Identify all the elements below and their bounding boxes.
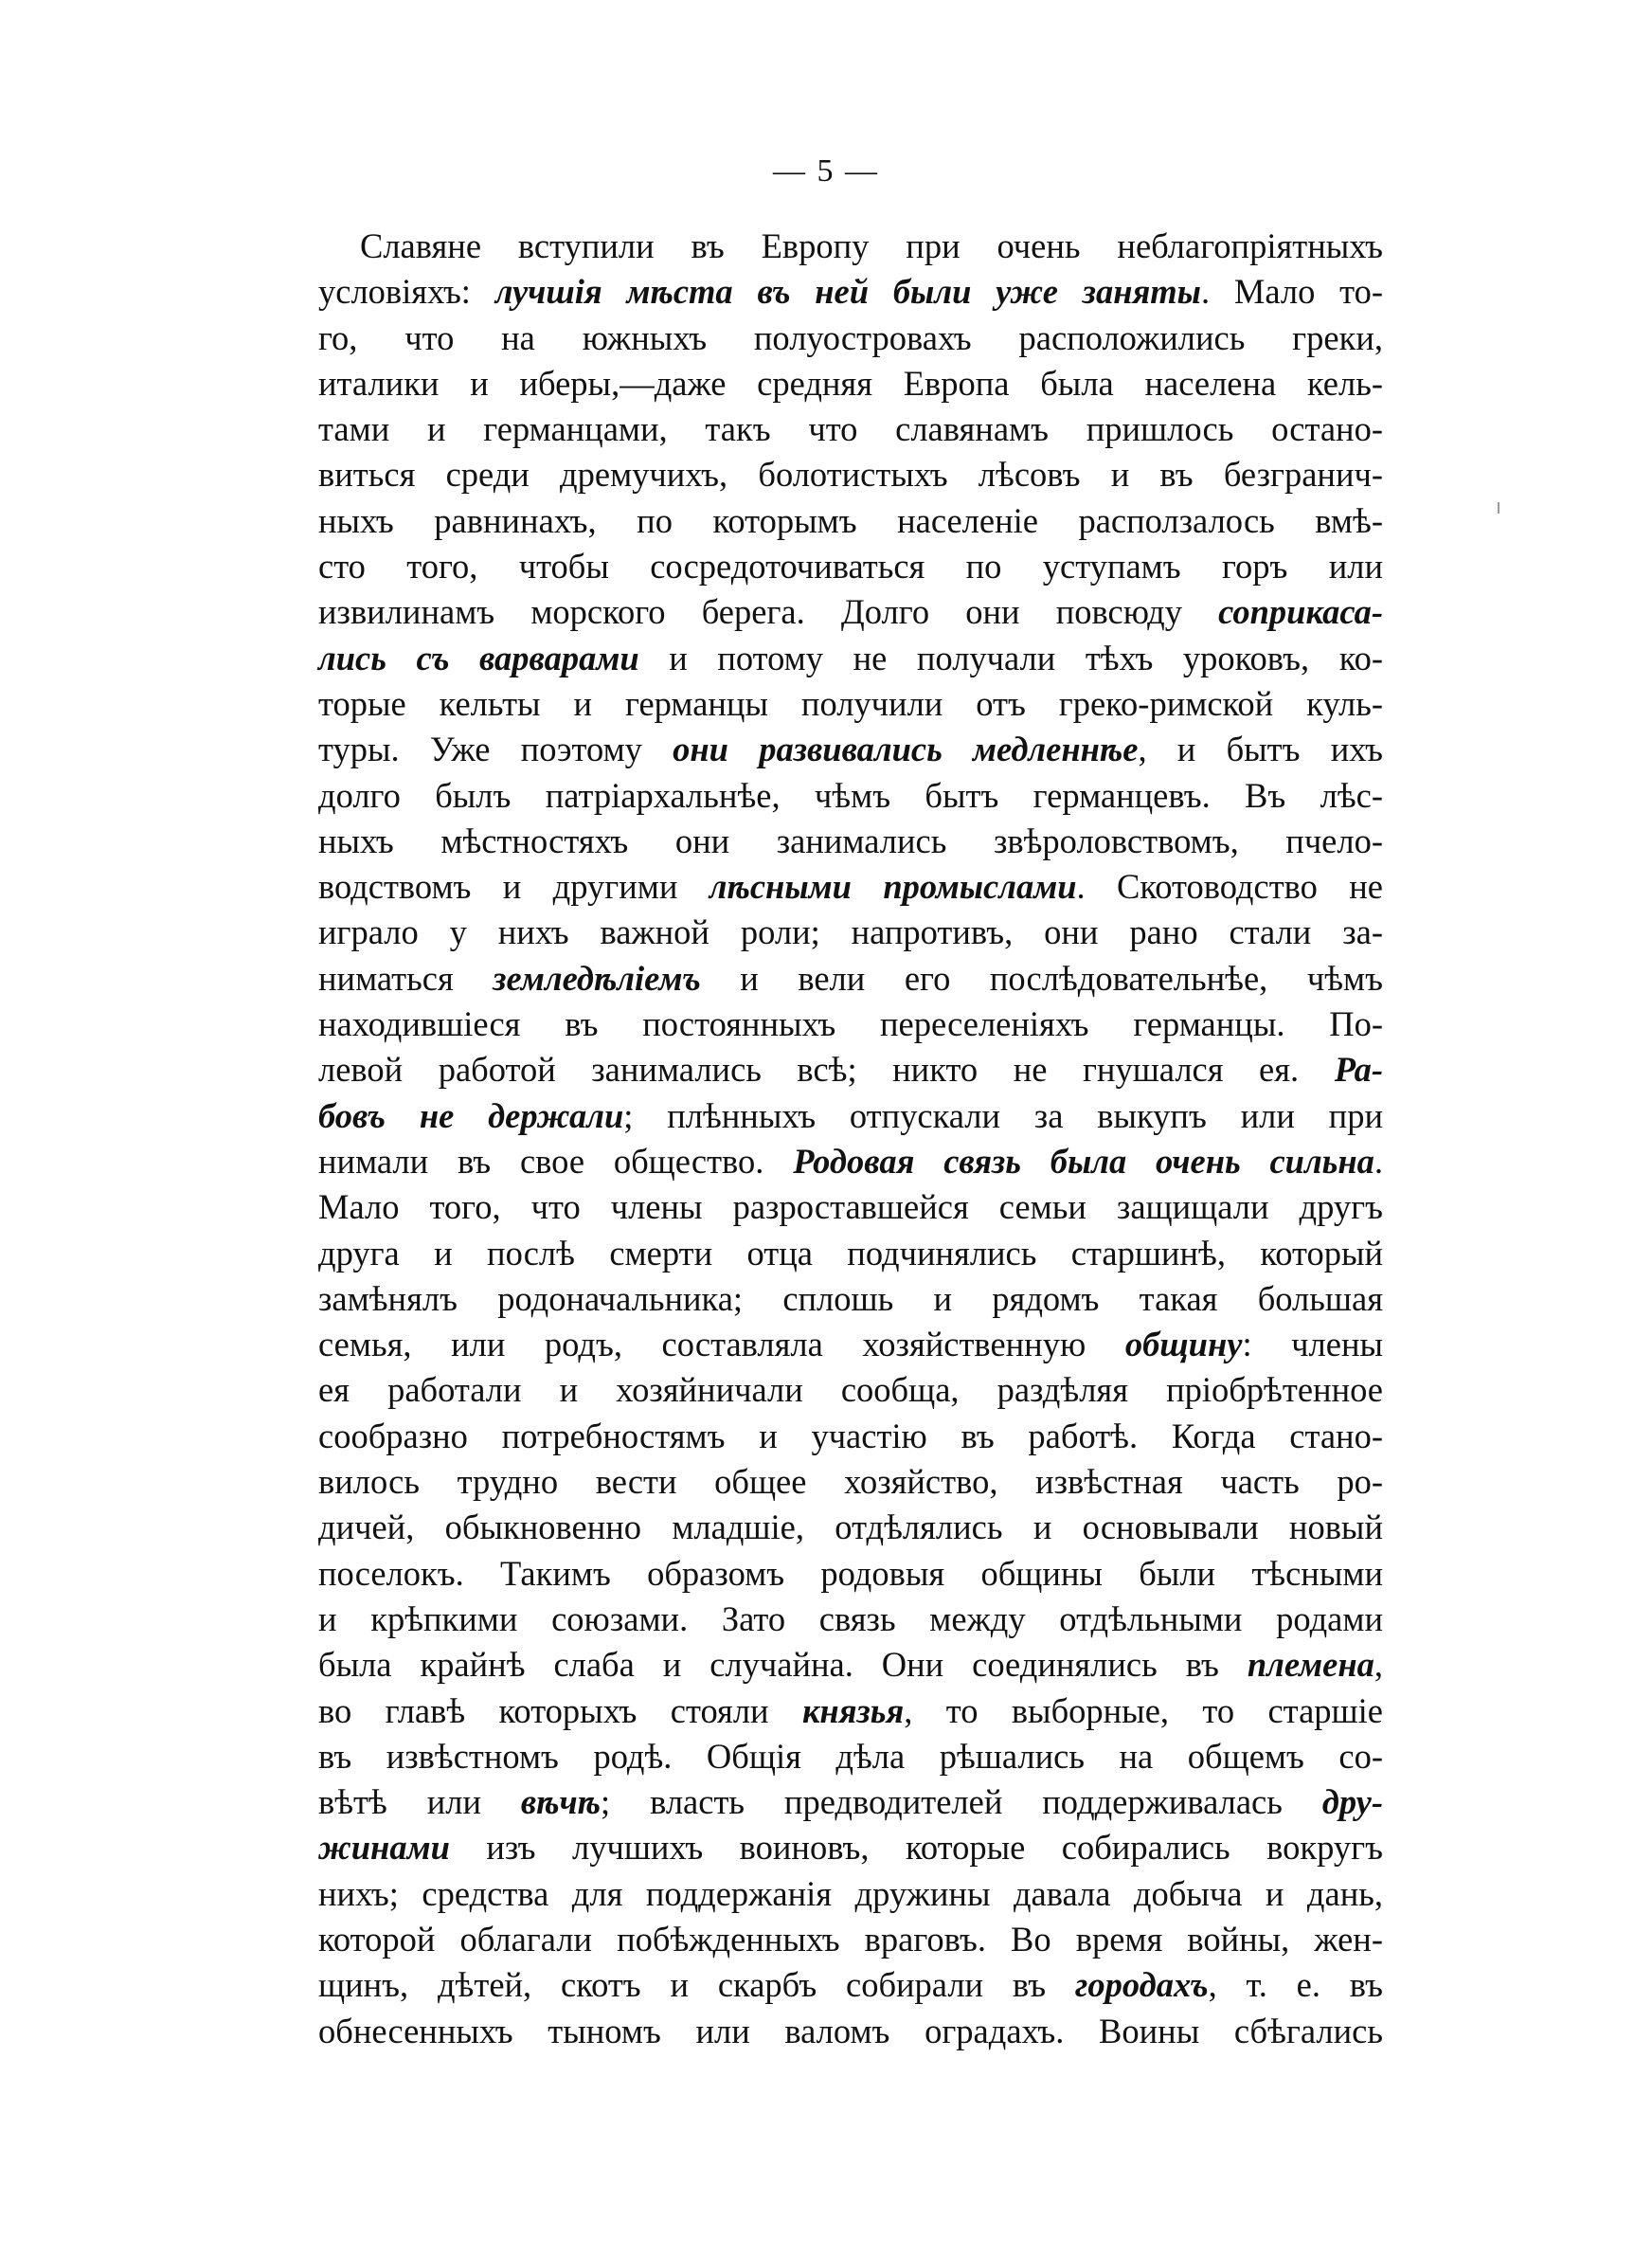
text-run: Славяне вступили въ Европу при очень неблагопріятныхъ bbox=[360, 226, 1383, 265]
text-line bbox=[318, 910, 1383, 955]
text-run: семья, или родъ, составляла хозяйственную bbox=[318, 1325, 1125, 1364]
text-line bbox=[318, 819, 1383, 864]
emphasized-text: лѣсными промыслами bbox=[709, 867, 1077, 907]
margin-mark bbox=[1498, 502, 1499, 514]
text-line bbox=[318, 1642, 1383, 1688]
text-line bbox=[318, 1276, 1383, 1322]
text-run: и вели его послѣдовательнѣе, чѣмъ bbox=[700, 958, 1383, 998]
text-line bbox=[318, 864, 1383, 910]
text-run: тами и германцами, такъ что славянамъ пришлось остано- bbox=[318, 409, 1383, 449]
text-line bbox=[318, 1505, 1383, 1550]
text-line bbox=[318, 681, 1383, 727]
text-run: , то выборные, то старшіе bbox=[904, 1690, 1383, 1730]
text-line bbox=[318, 1002, 1383, 1047]
text-run: италики и иберы,—даже средняя Европа была населена кель- bbox=[318, 363, 1383, 403]
text-run: ныхъ равнинахъ, по которымъ населеніе расползалось вмѣ- bbox=[318, 500, 1383, 540]
text-run: дичей, обыкновенно младшіе, отдѣлялись и основывали новый bbox=[318, 1508, 1383, 1547]
text-run: ея работали и хозяйничали сообща, раздѣляя пріобрѣтенное bbox=[318, 1370, 1383, 1410]
emphasized-text: Родовая связь была очень сильна bbox=[793, 1141, 1374, 1181]
text-line bbox=[318, 1825, 1383, 1870]
text-run: которой облагали побѣжденныхъ враговъ. Во время войны, жен- bbox=[318, 1919, 1383, 1959]
text-line bbox=[318, 498, 1383, 544]
text-line bbox=[318, 406, 1383, 452]
text-run: . Мало то- bbox=[1201, 272, 1383, 312]
text-line bbox=[318, 1688, 1383, 1734]
emphasized-text: дру- bbox=[1321, 1782, 1383, 1822]
emphasized-text: лучшія мѣста въ ней были уже заняты bbox=[494, 272, 1201, 312]
text-run: : члены bbox=[1242, 1325, 1383, 1364]
text-line bbox=[318, 1047, 1383, 1092]
emphasized-text: вѣчѣ bbox=[520, 1782, 602, 1822]
text-line bbox=[318, 1139, 1383, 1184]
text-run: и крѣпкими союзами. Зато связь между отдѣльными родами bbox=[318, 1598, 1383, 1638]
text-run: туры. Уже поэтому bbox=[318, 730, 673, 769]
text-run: водствомъ и другими bbox=[318, 867, 709, 907]
text-run: . Скотоводство не bbox=[1076, 867, 1383, 907]
text-line bbox=[318, 956, 1383, 1002]
text-line bbox=[318, 316, 1383, 361]
text-run: го, что на южныхъ полуостровахъ расположились греки, bbox=[318, 317, 1383, 357]
text-line bbox=[318, 1962, 1383, 2008]
text-line bbox=[318, 452, 1383, 497]
text-run: поселокъ. Такимъ образомъ родовыя общины были тѣсными bbox=[318, 1553, 1383, 1593]
text-line bbox=[318, 1414, 1383, 1459]
text-run: обнесенныхъ тыномъ или валомъ оградахъ. Воины сбѣгались bbox=[318, 2011, 1383, 2050]
text-line bbox=[318, 1779, 1383, 1825]
text-run: ; власть предводителей поддерживалась bbox=[601, 1782, 1322, 1822]
text-line bbox=[318, 1871, 1383, 1917]
text-line bbox=[318, 1184, 1383, 1230]
text-run: щинъ, дѣтей, скотъ и скарбъ собирали въ bbox=[318, 1965, 1075, 2005]
text-run: вѣтѣ или bbox=[318, 1782, 521, 1822]
text-line bbox=[318, 2009, 1383, 2054]
text-run: замѣнялъ родоначальника; сплошь и рядомъ такая большая bbox=[318, 1278, 1383, 1318]
text-run: во главѣ которыхъ стояли bbox=[318, 1690, 802, 1730]
text-line bbox=[318, 1597, 1383, 1642]
text-run: левой работой занимались всѣ; никто не гнушался ея. bbox=[318, 1050, 1335, 1090]
text-line bbox=[318, 1367, 1383, 1413]
emphasized-text: земледѣліемъ bbox=[493, 958, 701, 998]
text-run: играло у нихъ важной роли; напротивъ, они рано стали за- bbox=[318, 912, 1383, 952]
text-line bbox=[318, 1093, 1383, 1139]
emphasized-text: городахъ bbox=[1074, 1965, 1209, 2005]
text-line bbox=[318, 1551, 1383, 1597]
text-line bbox=[318, 773, 1383, 819]
text-run: , bbox=[1374, 1645, 1383, 1685]
text-run: Мало того, что члены разроставшейся семьи защищали другъ bbox=[318, 1187, 1383, 1227]
text-line bbox=[318, 1322, 1383, 1367]
text-run: изъ лучшихъ воиновъ, которые собирались вокругъ bbox=[449, 1828, 1383, 1868]
text-run: ниматься bbox=[318, 958, 494, 998]
page-number: — 5 — bbox=[773, 153, 879, 189]
text-line bbox=[318, 727, 1383, 772]
text-line bbox=[318, 589, 1383, 635]
text-line bbox=[318, 1917, 1383, 1962]
body-text bbox=[318, 224, 1383, 2054]
text-run: нихъ; средства для поддержанія дружины давала добыча и дань, bbox=[318, 1873, 1383, 1913]
emphasized-text: соприкаса- bbox=[1218, 592, 1383, 632]
text-run: ныхъ мѣстностяхъ они занимались звѣроловствомъ, пчело- bbox=[318, 821, 1383, 860]
text-run: была крайнѣ слаба и случайна. Они соединялись въ bbox=[318, 1645, 1248, 1685]
text-run: въ извѣстномъ родѣ. Общія дѣла рѣшались на общемъ со- bbox=[318, 1736, 1383, 1776]
text-run: сто того, чтобы сосредоточиваться по уступамъ горъ или bbox=[318, 547, 1383, 587]
text-run: . bbox=[1374, 1141, 1383, 1181]
text-run: торые кельты и германцы получили отъ греко-римской куль- bbox=[318, 683, 1383, 723]
emphasized-text: Ра- bbox=[1334, 1050, 1383, 1090]
text-run: находившіеся въ постоянныхъ переселеніяхъ германцы. По- bbox=[318, 1004, 1383, 1044]
text-run: вилось трудно вести общее хозяйство, извѣстная часть ро- bbox=[318, 1462, 1383, 1502]
text-line bbox=[318, 1734, 1383, 1779]
text-line bbox=[318, 269, 1383, 315]
text-run: , т. е. въ bbox=[1208, 1965, 1383, 2005]
emphasized-text: племена bbox=[1247, 1645, 1374, 1685]
text-run: друга и послѣ смерти отца подчинялись старшинѣ, который bbox=[318, 1233, 1383, 1273]
emphasized-text: князья bbox=[801, 1690, 905, 1730]
text-line bbox=[318, 1231, 1383, 1276]
text-run: виться среди дремучихъ, болотистыхъ лѣсовъ и въ безгранич- bbox=[318, 455, 1383, 495]
text-run: , и бытъ ихъ bbox=[1138, 730, 1383, 769]
text-run: и потому не получали тѣхъ уроковъ, ко- bbox=[638, 638, 1383, 677]
text-line bbox=[318, 361, 1383, 406]
emphasized-text: общину bbox=[1124, 1325, 1243, 1364]
emphasized-text: лись съ варварами bbox=[318, 638, 639, 677]
text-run: ; плѣнныхъ отпускали за выкупъ или при bbox=[623, 1095, 1383, 1135]
text-run: сообразно потребностямъ и участію въ работѣ. Когда стано- bbox=[318, 1416, 1383, 1455]
text-run: условіяхъ: bbox=[318, 272, 495, 312]
text-line bbox=[318, 636, 1383, 681]
text-run: извилинамъ морского берега. Долго они повсюду bbox=[318, 592, 1219, 632]
emphasized-text: жинами bbox=[318, 1828, 450, 1868]
emphasized-text: они развивались медленнѣе bbox=[673, 730, 1139, 769]
text-line bbox=[318, 224, 1383, 269]
text-run: долго былъ патріархальнѣе, чѣмъ бытъ германцевъ. Въ лѣс- bbox=[318, 775, 1383, 815]
emphasized-text: бовъ не держали bbox=[318, 1095, 624, 1135]
text-line bbox=[318, 1459, 1383, 1505]
text-run: нимали въ свое общество. bbox=[318, 1141, 794, 1181]
text-line bbox=[318, 544, 1383, 589]
